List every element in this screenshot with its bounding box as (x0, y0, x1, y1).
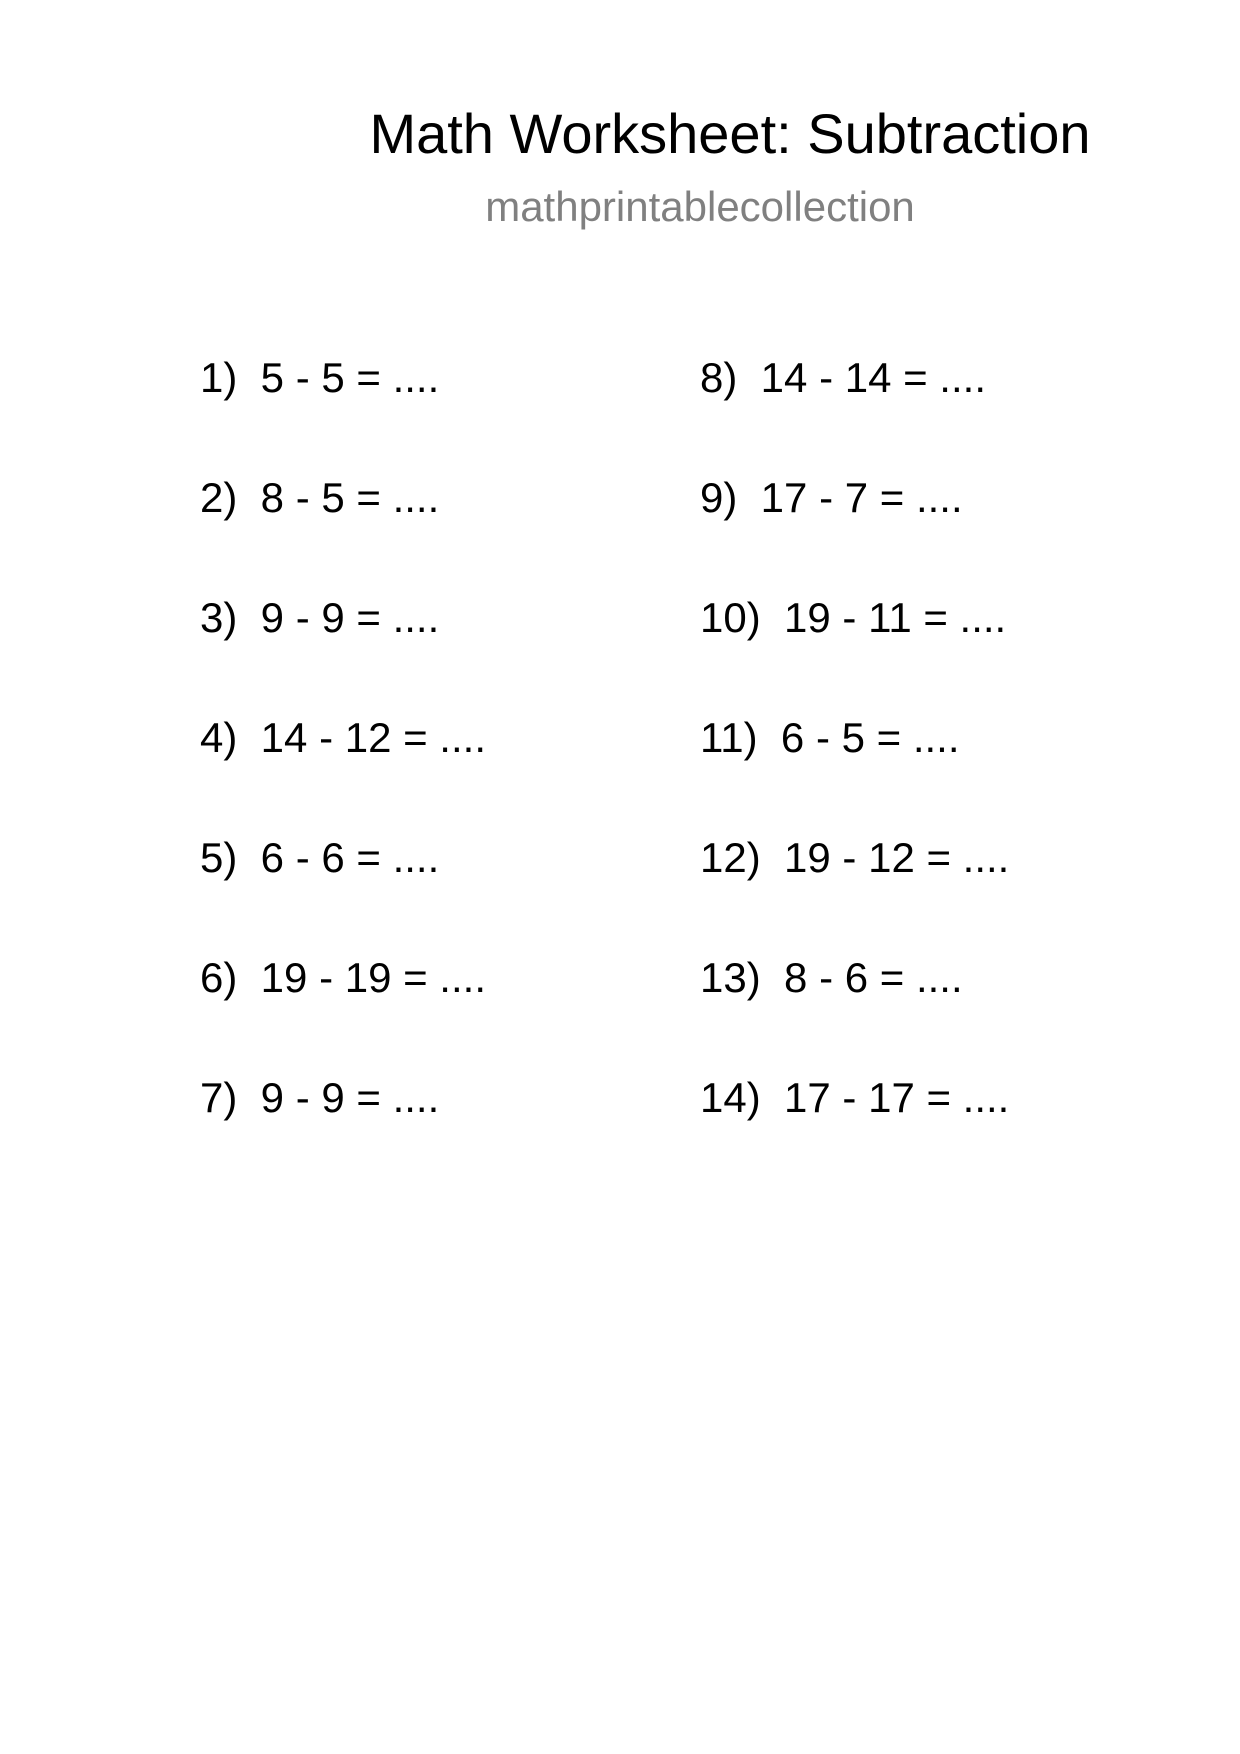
problem-2: 2) 8 - 5 = .... (200, 474, 440, 521)
problem-9: 9) 17 - 7 = .... (700, 474, 963, 521)
problem-11: 11) 6 - 5 = .... (700, 714, 960, 761)
page-subtitle: mathprintablecollection (485, 183, 915, 230)
problem-4: 4) 14 - 12 = .... (200, 714, 486, 761)
problem-7: 7) 9 - 9 = .... (200, 1074, 440, 1121)
page-title: Math Worksheet: Subtraction (369, 102, 1091, 165)
problems-column-right (700, 348, 1200, 1188)
problem-12: 12) 19 - 12 = .... (700, 834, 1010, 881)
problem-3: 3) 9 - 9 = .... (200, 594, 440, 641)
problem-10: 10) 19 - 11 = .... (700, 594, 1007, 641)
problem-6: 6) 19 - 19 = .... (200, 954, 486, 1001)
problem-14: 14) 17 - 17 = .... (700, 1074, 1010, 1121)
problem-5: 5) 6 - 6 = .... (200, 834, 440, 881)
problems-column-left (200, 348, 700, 1188)
problem-1: 1) 5 - 5 = .... (200, 354, 440, 401)
problem-13: 13) 8 - 6 = .... (700, 954, 963, 1001)
problem-8: 8) 14 - 14 = .... (700, 354, 986, 401)
